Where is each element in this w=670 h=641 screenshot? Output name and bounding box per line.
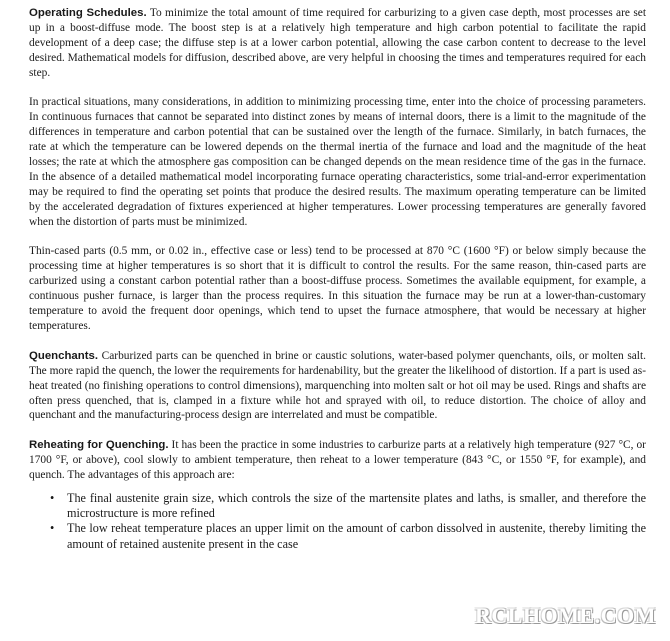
text-operating-schedules: To minimize the total amount of time required for carburizing to a given case depth, most processes are set up in a boost-diffuse mode. The boost step is at a relatively high temperature and high carbon potential to facilitate the rapid development of a deep case; the diffuse step is at a lower carbon potential, allowing the case carbon content to decrease to the level desired. Mathematical models for diffusion, described above, are very helpful in choosing the times and temperatures required for each step. [29, 7, 646, 79]
watermark: RCLHOME.COM [475, 603, 656, 628]
paragraph-gap [29, 334, 646, 349]
paragraph-gap [29, 423, 646, 438]
bullet-icon: • [50, 490, 55, 505]
text-reheating: It has been the practice in some industries to carburize parts at a relatively high temperature (927 °C, or 1700 °F, or above), cool slowly to ambient temperature, then reheat to a lower temperature (843 °C, or 1550 °F, for example), and quench. The advantages of this approach are: [29, 439, 646, 482]
paragraph-gap [29, 81, 646, 96]
document-page [29, 6, 646, 552]
paragraph-thin-cased-parts: Thin-cased parts (0.5 mm, or 0.02 in., effective case or less) tend to be processed at 870 °C (1600 °F) or below simply because the processing time at higher temperatures is so short that it is difficult to control the results. For the same reason, thin-cased parts are carburized using a constant carbon potential rather than a boost-diffuse process. Sometimes the available equipment, for example, a continuous pusher furnace, is larger than the process requires. In this situation the furnace may be run at a lower-than-customary temperature to avoid the frequent door openings, which tend to upset the furnace atmosphere, that would be necessary at higher temperatures. [29, 245, 646, 332]
advantages-list [29, 491, 646, 552]
paragraph-reheating [29, 438, 646, 483]
bullet-icon: • [50, 521, 55, 536]
heading-quenchants: Quenchants. [29, 349, 98, 362]
list-item [29, 491, 646, 521]
list-item-text: The low reheat temperature places an upper limit on the amount of carbon dissolved in austenite, thereby limiting the amount of retained austenite present in the case [67, 521, 646, 551]
heading-reheating-for-quenching: Reheating for Quenching. [29, 439, 169, 452]
paragraph-gap [29, 230, 646, 245]
paragraph-practical-situations: In practical situations, many considerations, in addition to minimizing processing time, enter into the choice of processing parameters. In continuous furnaces that cannot be separated into distinct zones by means of internal doors, there is a limit to the magnitude of the differences in temperature and carbon potential that can be sustained over the length of the furnace. Similarly, in batch furnaces, the rate at which the temperature can be lowered depends on the thermal inertia of the furnace and load and the magnitude of the heat losses; the rate at which the atmosphere gas composition can be changed depends on the mean residence time of the gas in the furnace. In the absence of a detailed mathematical model incorporating furnace operating characteristics, some trial-and-error experimentation may be required to find the operating set points that produce the desired results. The maximum operating temperature can be limited by the accelerated degradation of fixtures experienced at higher temperatures. Lower processing temperatures are generally favored when the distortion of parts must be minimized. [29, 96, 646, 228]
list-item [29, 521, 646, 551]
heading-operating-schedules: Operating Schedules. [29, 7, 147, 19]
text-quenchants: Carburized parts can be quenched in brine or caustic solutions, water-based polymer quenchants, oils, or molten salt. The more rapid the quench, the lower the requirements for hardenability, but the greater the likelihood of distortion. If a part is used as-heat treated (no finishing operations to control dimensions), marquenching into molten salt or hot oil may be used. Rings and shafts are often press quenched, that is, clamped in a fixture while hot and sprayed with oil, to reduce distortion. The choice of alloy and quenchant and the manufacturing-process design are interrelated and must be compatible. [29, 349, 646, 422]
list-item-text: The final austenite grain size, which controls the size of the martensite plates and laths, is smaller, and therefore the microstructure is more refined [67, 490, 646, 521]
paragraph-quenchants [29, 349, 646, 424]
paragraph-operating-schedules [29, 6, 646, 81]
